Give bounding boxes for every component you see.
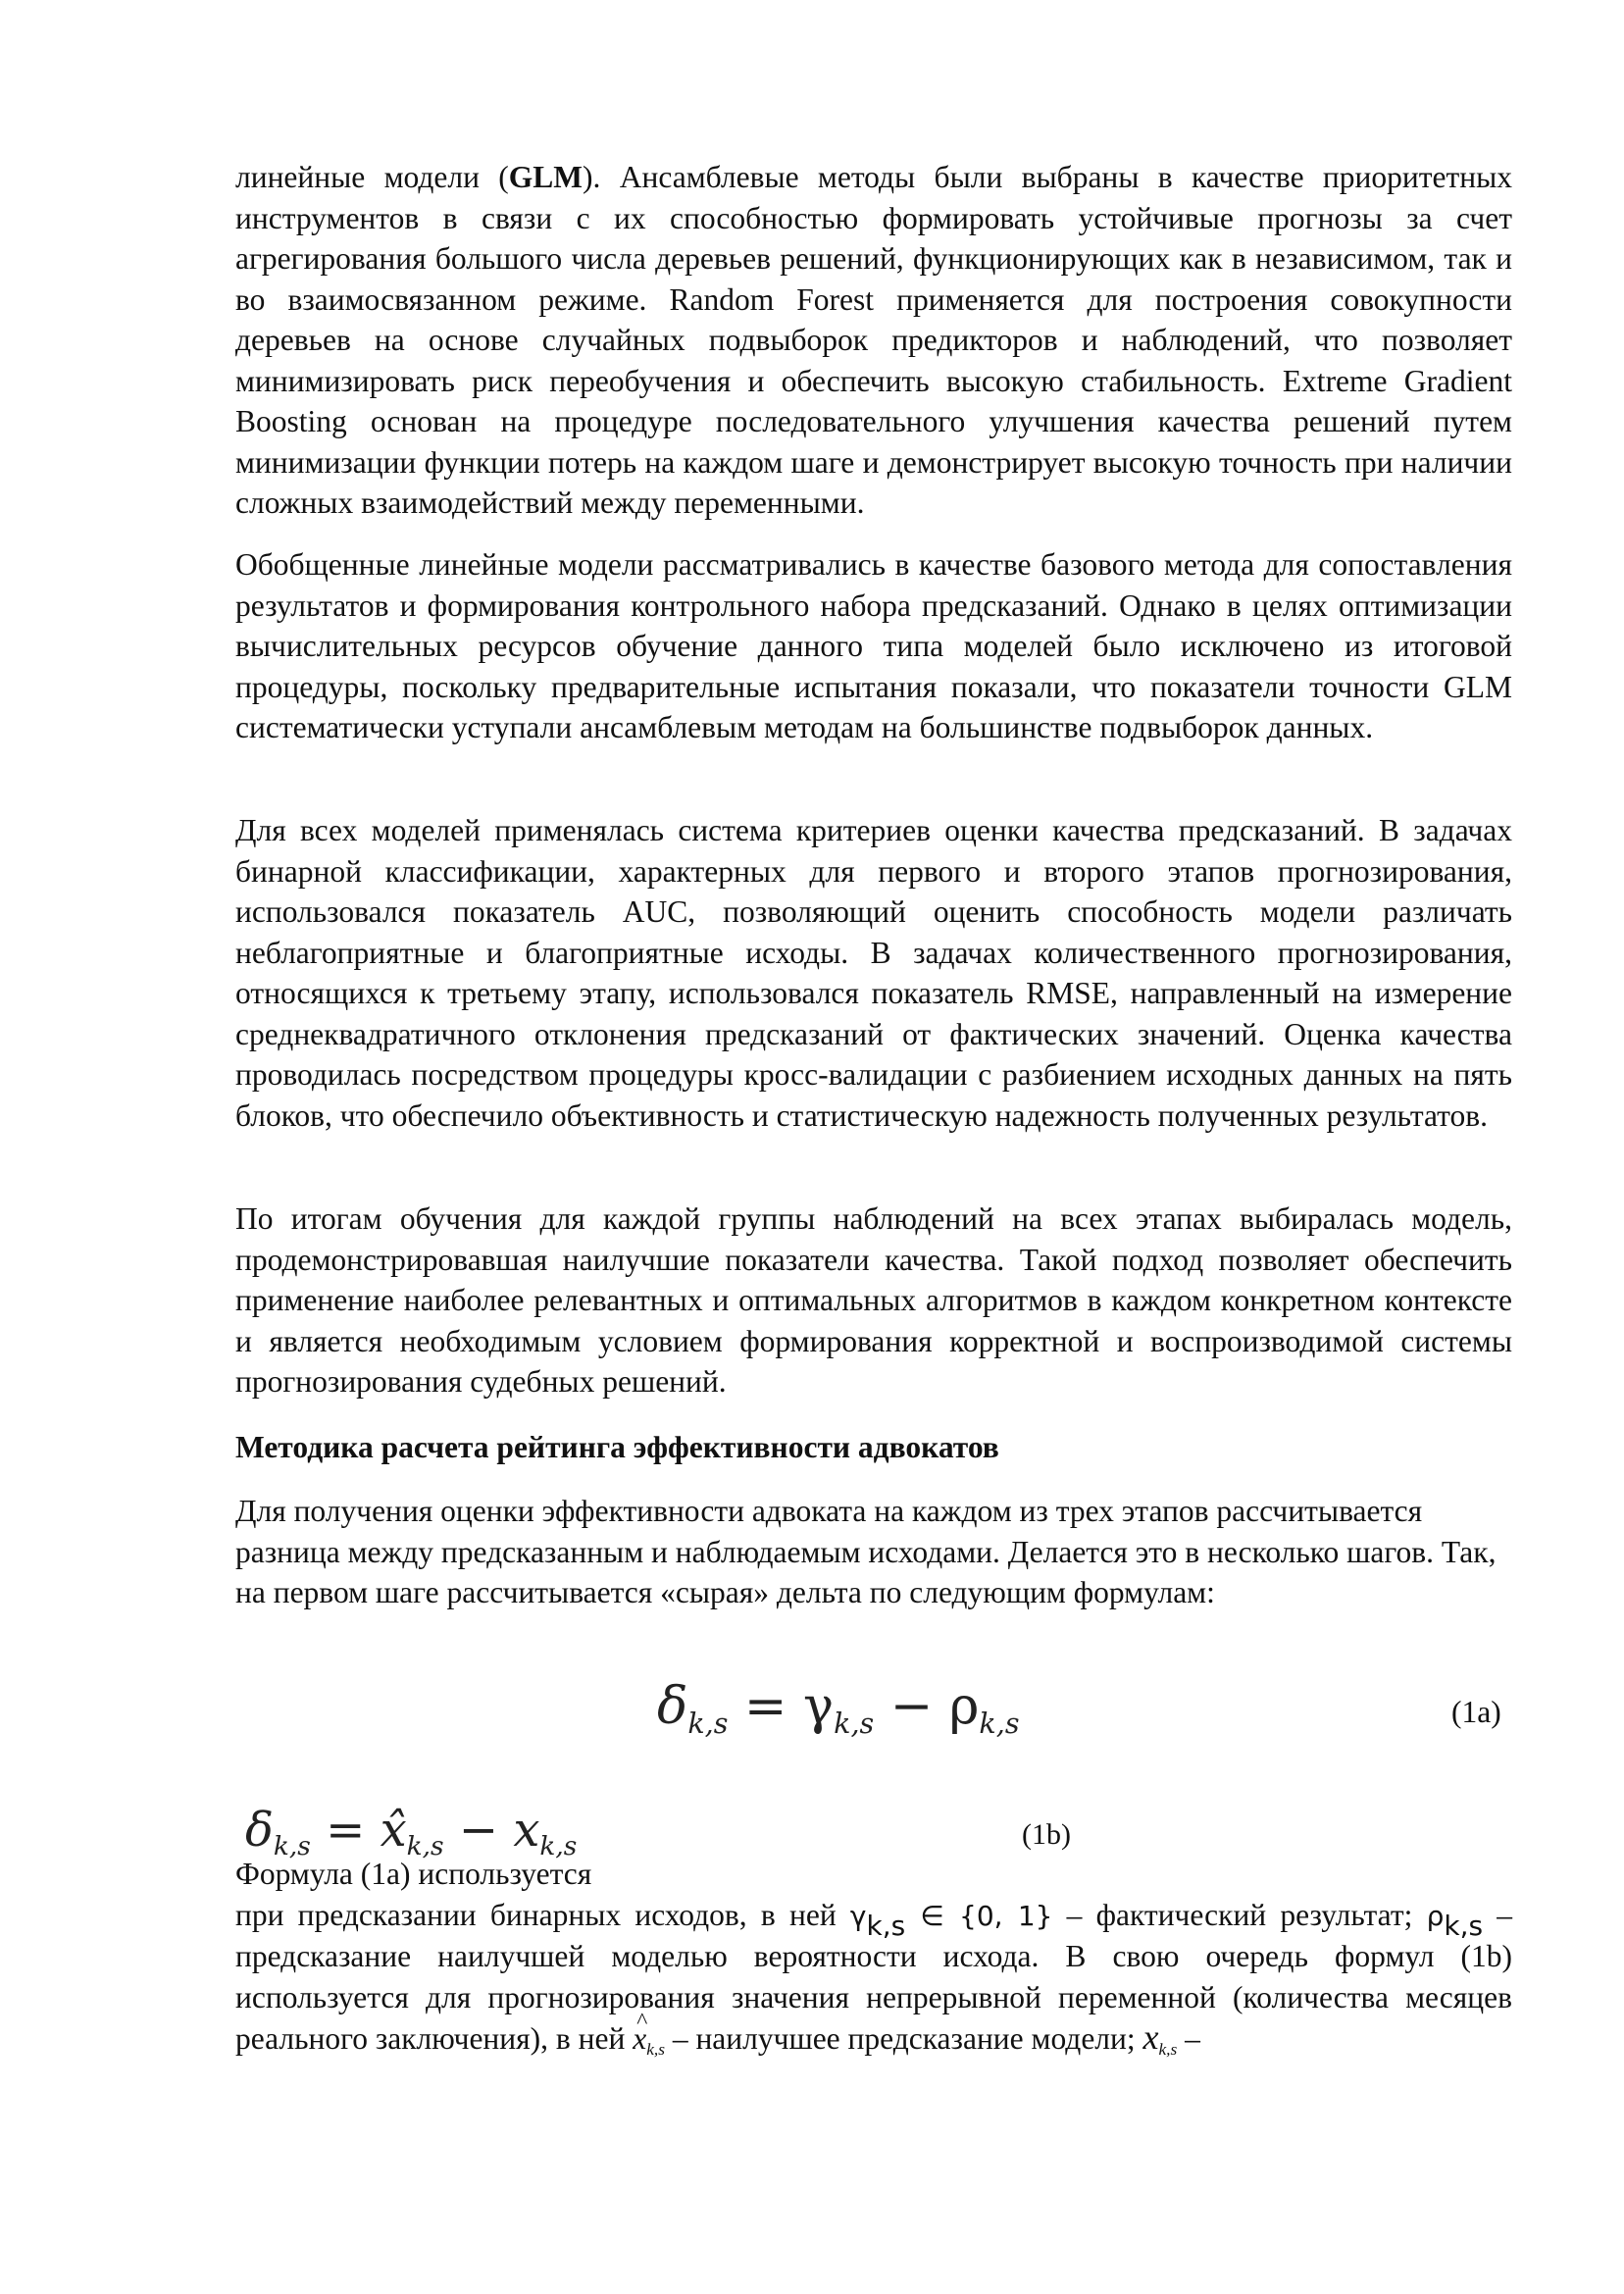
paragraph-text: ). Ансамблевые методы были выбраны в качестве приоритетных инструментов в связи с их способностью формировать устойчивые прогнозы за счет агрегирования большого числа деревьев решений, функционирующих как в независимом, так и во взаимосвязанном режиме. Random Forest применяется для построения совокупности деревьев на основе случайных подвыборок предикторов и наблюдений, что позволяет минимизировать риск переобучения и обеспечить высокую стабильность. Extreme Gradient Boosting основан на процедуре последовательного улучшения качества решений путем минимизации функции потерь на каждом шаге и демонстрирует высокую точность при наличии сложных взаимодействий между переменными. <box>235 160 1512 520</box>
formula-1b <box>245 1803 578 1862</box>
paragraph-text: – предсказание наилучшей моделью вероятности исхода. В свою очередь формул (1b) используется для прогнозирования значения непрерывной переменной (количества месяцев реального заключения), в ней <box>235 1897 1513 2056</box>
paragraph-ensemble-methods <box>235 157 1512 524</box>
formula-1a <box>657 1677 1020 1740</box>
paragraph-text: линейные модели ( <box>235 160 509 194</box>
inline-subscript: k,s <box>646 2040 665 2060</box>
formula-subscript: k,s <box>834 1707 875 1740</box>
formula-subscript: k,s <box>979 1707 1020 1740</box>
formula-subscript: k,s <box>539 1831 578 1862</box>
inline-subscript: k,s <box>1444 1909 1484 1942</box>
formula-symbol: = γ <box>728 1677 835 1736</box>
formula-reference-line: Формула (1a) используется <box>235 1857 592 1891</box>
inline-subscript: k,s <box>866 1909 906 1942</box>
paragraph-model-selection: По итогам обучения для каждой группы наблюдений на всех этапах выбиралась модель, продемонстрировавшая наилучшие показатели качества. Такой подход позволяет обеспечить применение наиболее релевантных и оптимальных алгоритмов в каждом конкретном контексте и является необходимым условием формирования корректной и воспроизводимой системы прогнозирования судебных решений. <box>235 1201 1512 1399</box>
paragraph-text: – <box>1177 2021 1200 2056</box>
paragraph-text: при предсказании бинарных исходов, в ней <box>235 1897 850 1932</box>
formula-subscript: k,s <box>687 1707 729 1740</box>
glm-bold-term: GLM <box>508 160 584 194</box>
inline-subscript: k,s <box>1158 2040 1178 2060</box>
formula-1a-label: (1a) <box>1451 1695 1501 1729</box>
formula-subscript: k,s <box>406 1831 444 1862</box>
x-hat-symbol: ^ x <box>633 2018 646 2060</box>
paragraph-metrics: Для всех моделей применялась система критериев оценки качества предсказаний. В задачах бинарной классификации, характерных для первого и второго этапов прогнозирования, использовался показатель AUC, позволяющий оценить способность модели различать неблагоприятные и благоприятные исходы. В задачах количественного прогнозирования, относящихся к третьему этапу, использовался показатель RMSE, направленный на измерение среднеквадратичного отклонения предсказаний от фактических значений. Оценка качества проводилась посредством процедуры кросс-валидации с разбиением исходных данных на пять блоков, что обеспечило объективность и статистическую надежность полученных результатов. <box>235 813 1512 1133</box>
formula-symbol: = x̂ <box>310 1803 407 1858</box>
formula-symbol: − ρ <box>874 1677 980 1736</box>
formula-subscript: k,s <box>273 1831 311 1862</box>
formula-symbol: − x <box>443 1803 540 1858</box>
section-heading: Методика расчета рейтинга эффективности адвокатов <box>235 1430 999 1464</box>
formula-symbol: δ <box>245 1803 274 1858</box>
rho-symbol: ρ <box>1426 1899 1445 1932</box>
binary-set: ∈ {0, 1} <box>905 1899 1053 1932</box>
paragraph-text: – фактический результат; <box>1052 1897 1427 1932</box>
paragraph-delta-intro: Для получения оценки эффективности адвоката на каждом из трех этапов рассчитывается разница между предсказанным и наблюдаемым исходами. Делается это в несколько шагов. Так, на первом шаге рассчитывается «сырая» дельта по следующим формулам: <box>235 1494 1497 1609</box>
paragraph-formula-explanation <box>235 1854 1512 2060</box>
paragraph-text: – наилучшее предсказание модели; <box>664 2021 1143 2056</box>
paragraph-glm: Обобщенные линейные модели рассматривались в качестве базового метода для сопоставления результатов и формирования контрольного набора предсказаний. Однако в целях оптимизации вычислительных ресурсов обучение данного типа моделей было исключено из итоговой процедуры, поскольку предварительные испытания показали, что показатели точности GLM систематически уступали ансамблевым методам на большинстве подвыборок данных. <box>235 547 1512 744</box>
gamma-symbol: γ <box>849 1899 867 1932</box>
x-symbol: x <box>1142 2017 1159 2057</box>
formula-symbol: δ <box>657 1677 688 1736</box>
formula-1b-label: (1b) <box>1022 1818 1071 1851</box>
